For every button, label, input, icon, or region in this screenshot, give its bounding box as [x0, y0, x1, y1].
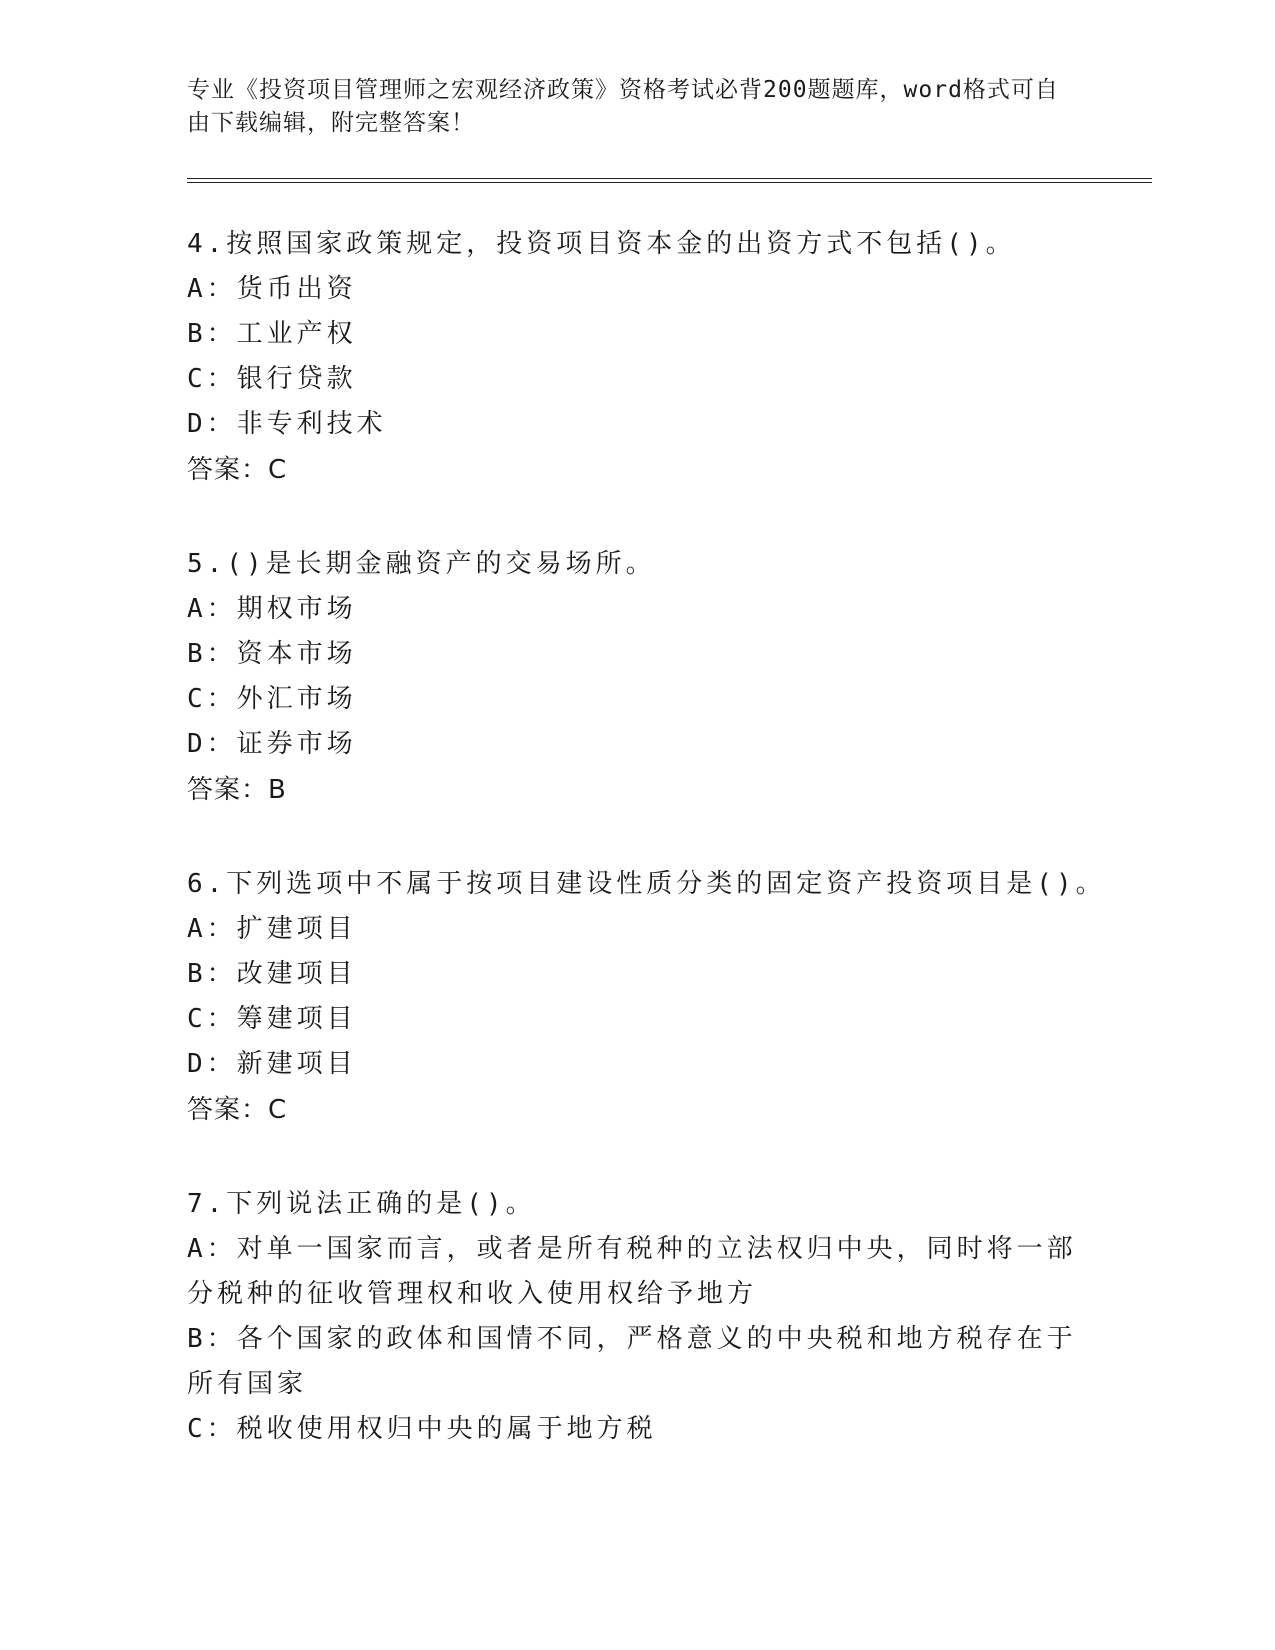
question-6 [187, 862, 1106, 1133]
option-a: A：扩建项目 [187, 914, 357, 944]
header-divider [187, 178, 1152, 183]
option-a: A：期权市场 [187, 594, 357, 624]
document-header: 专业《投资项目管理师之宏观经济政策》资格考试必背200题题库，word格式可自由下载编辑，附完整答案！ [187, 77, 1059, 136]
question-7 [187, 1182, 1087, 1452]
option-c: C：外汇市场 [187, 684, 357, 714]
option-d: D：证券市场 [187, 729, 357, 759]
question-4 [187, 222, 1087, 493]
option-d: D：非专利技术 [187, 409, 387, 439]
option-b: B：工业产权 [187, 319, 357, 349]
question-stem: 7.下列说法正确的是()。 [187, 1189, 536, 1219]
question-stem: 6.下列选项中不属于按项目建设性质分类的固定资产投资项目是()。 [187, 869, 1106, 899]
option-c: C：银行贷款 [187, 364, 357, 394]
option-c: C：税收使用权归中央的属于地方税 [187, 1414, 657, 1444]
answer-label: 答案：B [187, 775, 287, 805]
option-a: A：货币出资 [187, 274, 357, 304]
answer-label: 答案：C [187, 455, 288, 485]
answer-label: 答案：C [187, 1095, 288, 1125]
option-c: C：筹建项目 [187, 1004, 357, 1034]
option-a: A：对单一国家而言，或者是所有税种的立法权归中央，同时将一部分税种的征收管理权和收入使用权给予地方 [187, 1234, 1077, 1309]
question-stem: 4.按照国家政策规定，投资项目资本金的出资方式不包括()。 [187, 229, 1016, 259]
option-b: B：改建项目 [187, 959, 357, 989]
question-5 [187, 542, 1087, 813]
option-b: B：各个国家的政体和国情不同，严格意义的中央税和地方税存在于所有国家 [187, 1324, 1077, 1399]
question-stem: 5.()是长期金融资产的交易场所。 [187, 549, 656, 579]
option-b: B：资本市场 [187, 639, 357, 669]
option-d: D：新建项目 [187, 1049, 357, 1079]
